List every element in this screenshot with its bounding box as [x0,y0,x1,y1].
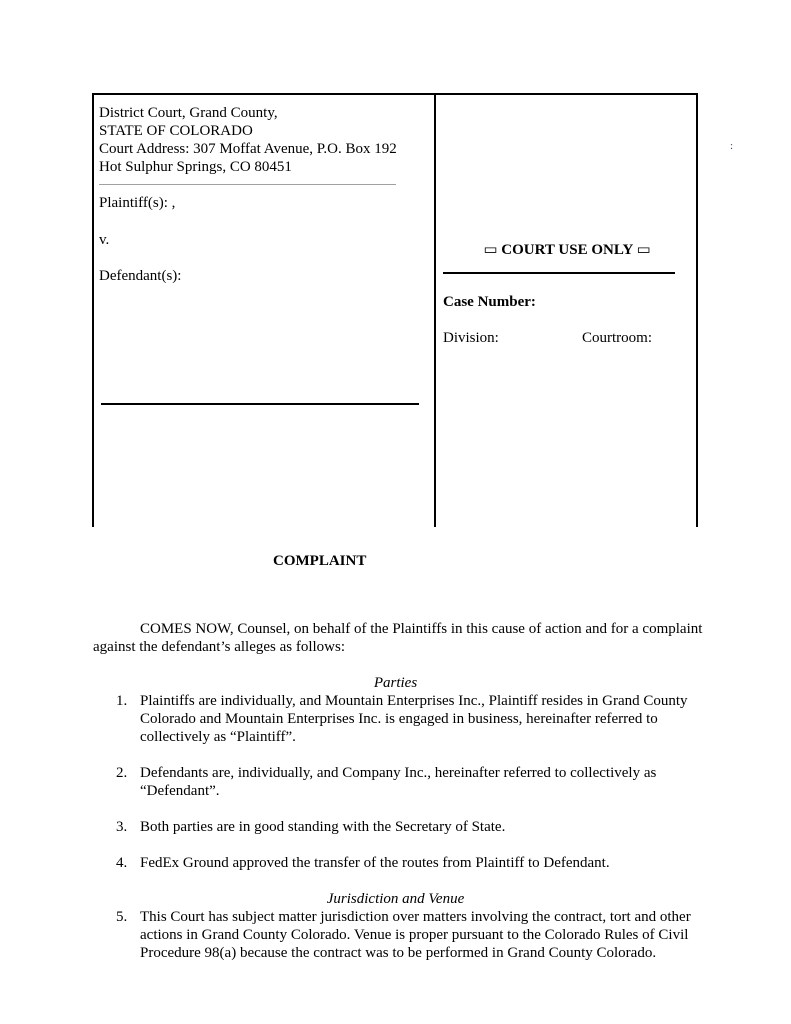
court-use-divider [443,272,675,274]
list-item-text: This Court has subject matter jurisdiction over matters involving the contract, tort and other actions in Grand County Colorado. Venue is proper pursuant to the Colorado Rules of Civil Procedure 98(a) because the contract was to be performed in Grand County Colorado. [140,909,691,961]
city-line: Hot Sulphur Springs, CO 80451 [99,159,292,175]
intro-paragraph: COMES NOW, Counsel, on behalf of the Plaintiffs in this cause of action and for a complaint against the defendant’s alleges as follows: [93,621,703,655]
list-item [116,692,702,746]
document-title: COMPLAINT [273,553,367,569]
parties-divider [101,403,419,405]
section-heading-jurisdiction: Jurisdiction and Venue [326,891,465,907]
list-item-text: Defendants are, individually, and Company Inc., hereinafter referred to collectively as “Defendant”. [140,765,657,799]
case-caption-box [92,93,698,527]
list-item [116,818,702,836]
case-number-label: Case Number: [443,294,536,310]
court-address-line: Court Address: 307 Moffat Avenue, P.O. Box 192 [99,141,397,157]
caption-right-border [696,95,698,527]
list-item [116,854,702,872]
list-item [116,764,702,800]
plaintiff-label: Plaintiff(s): , [99,195,176,211]
list-item-text: Both parties are in good standing with the Secretary of State. [140,819,506,835]
list-item [116,908,702,962]
list-item-number: 1. [116,693,128,709]
court-name-line: District Court, Grand County, [99,105,278,121]
division-label: Division: [443,330,499,346]
list-item-number: 3. [116,819,128,835]
list-item-text: FedEx Ground approved the transfer of the routes from Plaintiff to Defendant. [140,855,610,871]
address-divider [99,184,396,185]
court-use-only-label: ▭ COURT USE ONLY ▭ [483,242,651,258]
list-item-number: 5. [116,909,128,925]
list-item-number: 4. [116,855,128,871]
caption-middle-divider [434,95,436,527]
caption-left-border [92,95,94,527]
list-item-text: Plaintiffs are individually, and Mountain Enterprises Inc., Plaintiff resides in Grand County Colorado and Mountain Enterprises Inc. is engaged in business, hereinafter referred to collectively as “Plaintiff”. [140,693,688,745]
court-address-block [99,104,429,176]
margin-mark: : [730,140,734,152]
list-item-number: 2. [116,765,128,781]
defendant-label: Defendant(s): [99,268,182,284]
section-heading-parties: Parties [373,675,418,691]
versus-label: v. [99,232,110,248]
courtroom-label: Courtroom: [582,330,652,346]
state-line: STATE OF COLORADO [99,123,253,139]
